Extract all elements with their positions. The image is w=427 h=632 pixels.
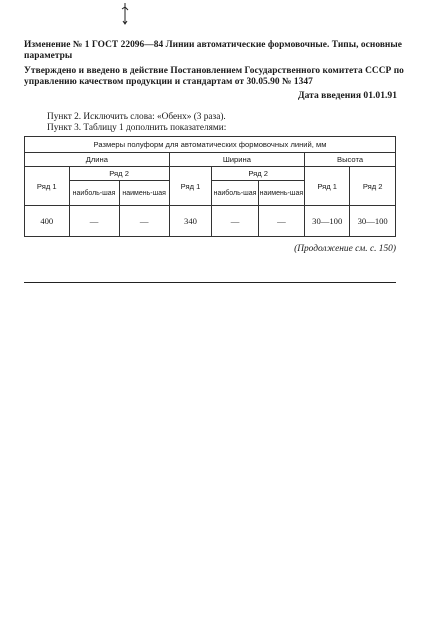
width-min-value: — [258, 206, 304, 237]
width-smallest-header: наимень-шая [258, 181, 304, 206]
effective-date: Дата введения 01.01.91 [297, 90, 397, 101]
height-row2-header: Ряд 2 [350, 167, 396, 206]
pen-mark-icon [118, 3, 132, 25]
length-header: Длина [25, 153, 170, 167]
approval-statement: Утверждено и введено в действие Постановлением Государственного комитета СССР по управлению качеством продукции и стандартам от 30.05.90 № 1347 [24, 66, 404, 87]
length-row2-header: Ряд 2 [69, 167, 169, 181]
length-max-value: — [69, 206, 119, 237]
section-divider [24, 282, 396, 283]
length-smallest-header: наимень-шая [119, 181, 169, 206]
width-row2-header: Ряд 2 [212, 167, 305, 181]
change-title: Изменение № 1 ГОСТ 22096—84 Линии автоматические формовочные. Типы, основные параметры [24, 40, 402, 61]
length-largest-header: наиболь-шая [69, 181, 119, 206]
length-row1-value: 400 [25, 206, 70, 237]
height-row1-value: 30—100 [305, 206, 350, 237]
dimensions-table [24, 136, 396, 237]
length-min-value: — [119, 206, 169, 237]
width-largest-header: наиболь-шая [212, 181, 258, 206]
continuation-note: (Продолжение см. с. 150) [294, 244, 396, 254]
height-row2-value: 30—100 [350, 206, 396, 237]
width-max-value: — [212, 206, 258, 237]
width-header: Ширина [169, 153, 304, 167]
point-2-text: Пункт 2. Исключить слова: «Обенх» (3 раза). [47, 112, 226, 122]
table-caption: Размеры полуформ для автоматических формовочных линий, мм [25, 137, 396, 153]
length-row1-header: Ряд 1 [25, 167, 70, 206]
point-3-text: Пункт 3. Таблицу 1 дополнить показателями: [47, 123, 227, 133]
table-row [25, 206, 396, 237]
width-row1-header: Ряд 1 [169, 167, 212, 206]
width-row1-value: 340 [169, 206, 212, 237]
height-header: Высота [305, 153, 396, 167]
height-row1-header: Ряд 1 [305, 167, 350, 206]
